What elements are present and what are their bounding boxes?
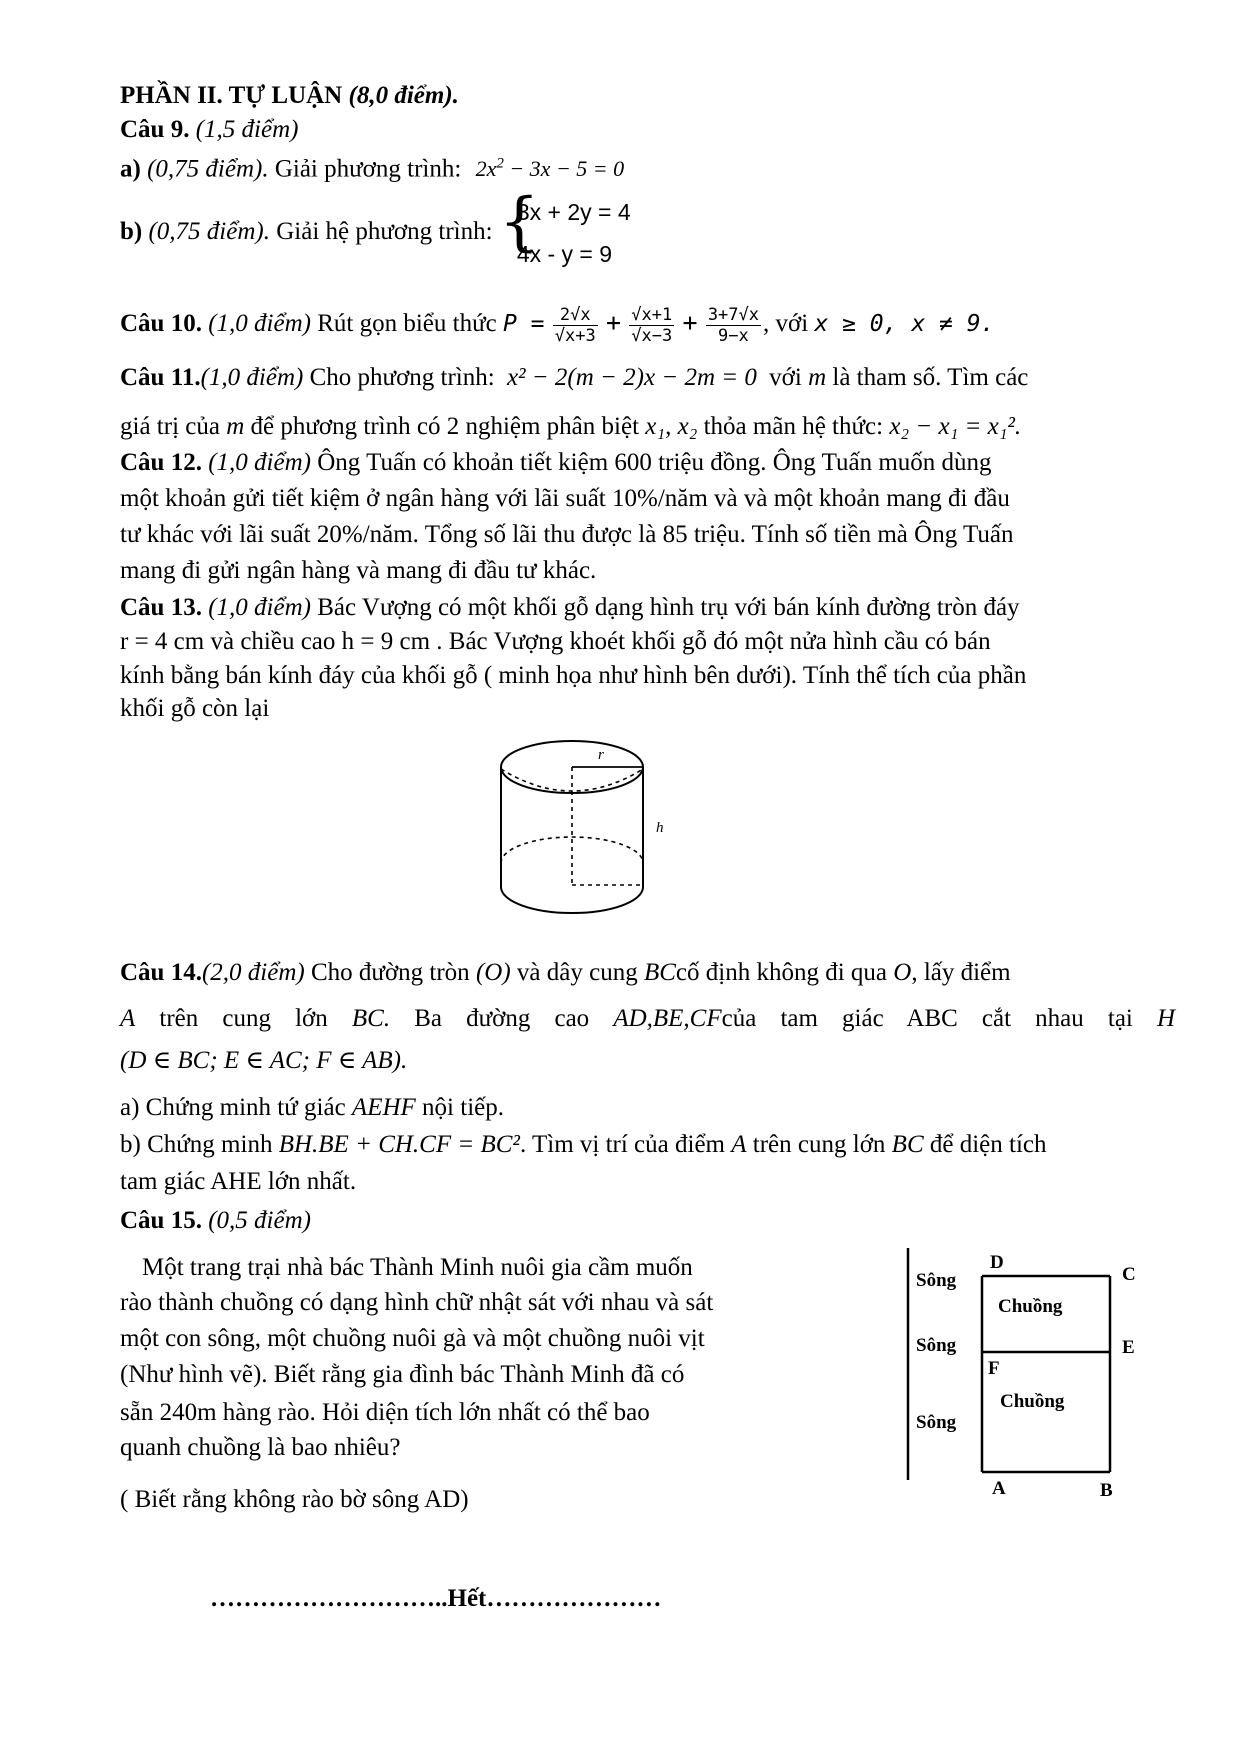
- q12-line3: tư khác với lãi suất 20%/năm. Tổng số lãi thu được là 85 triệu. Tính số tiền mà Ông Tuấn: [120, 521, 1014, 548]
- q15-line1: Một trang trại nhà bác Thành Minh nuôi gia cầm muốn: [142, 1254, 693, 1281]
- footer-end: ………………………..Hết…………………: [210, 1585, 662, 1612]
- pen-label: Chuồng: [998, 1296, 1063, 1317]
- q15-line5: sẵn 240m hàng rào. Hỏi diện tích lớn nhất có thể bao: [120, 1399, 650, 1426]
- river-label: Sông: [916, 1270, 957, 1291]
- point-A: A: [992, 1478, 1006, 1499]
- q9-heading: Câu 9. (1,5 điểm): [120, 116, 299, 143]
- q13-line1: Câu 13. (1,0 điểm) Bác Vượng có một khối gỗ dạng hình trụ với bán kính đường tròn đáy: [120, 594, 1020, 621]
- q15-line3: một con sông, một chuồng nuôi gà và một chuồng nuôi vịt: [120, 1325, 705, 1352]
- q12-line2: một khoản gửi tiết kiệm ở ngân hàng với lãi suất 10%/năm và và một khoản mang đi đầu: [120, 485, 1010, 512]
- q14b: b) Chứng minh BH.BE + CH.CF = BC². Tìm vị trí của điểm A trên cung lớn BC để diện tích: [120, 1131, 1047, 1158]
- q13-line2: r = 4 cm và chiều cao h = 9 cm . Bác Vượng khoét khối gỗ đó một nửa hình cầu có bán: [120, 628, 991, 655]
- q14-line1: Câu 14.(2,0 điểm) Cho đường tròn (O) và dây cung BCcố định không đi qua O, lấy điểm: [120, 959, 1011, 986]
- height-label: h: [656, 820, 664, 836]
- q12-line1: Câu 12. (1,0 điểm) Ông Tuấn có khoản tiết kiệm 600 triệu đồng. Ông Tuấn muốn dùng: [120, 449, 992, 476]
- q15-line2: rào thành chuồng có dạng hình chữ nhật sát với nhau và sát: [120, 1289, 714, 1316]
- point-D: D: [990, 1252, 1004, 1273]
- q14a: a) Chứng minh tứ giác AEHF nội tiếp.: [120, 1094, 504, 1121]
- q9a: a) (0,75 điểm). Giải phương trình: $2x^2 - 3x - 5 = 0$: [120, 155, 625, 183]
- q14-line2: A trên cung lớn BC. Ba đường cao AD,BE,CFcủa tam giác ABC cắt nhau tại H: [120, 1005, 1176, 1032]
- equation-system: { 3x + 2y = 4 4x - y = 9: [498, 185, 631, 268]
- q9b: b) (0,75 điểm). Giải hệ phương trình: { 3x + 2y = 4 4x - y = 9: [120, 190, 631, 274]
- river-label: Sông: [916, 1412, 957, 1433]
- q11-line1: Câu 11.(1,0 điểm) Cho phương trình: x² − 2(m − 2)x − 2m = 0 với m là tham số. Tìm các: [120, 364, 1029, 391]
- q15-line7: ( Biết rằng không rào bờ sông AD): [120, 1486, 469, 1513]
- section-title: PHẦN II. TỰ LUẬN (8,0 điểm).: [120, 82, 459, 109]
- q15-line6: quanh chuồng là bao nhiêu?: [120, 1434, 401, 1461]
- point-B: B: [1100, 1480, 1113, 1500]
- point-E: E: [1122, 1337, 1135, 1358]
- q14-line3: (D ∈ BC; E ∈ AC; F ∈ AB).: [120, 1047, 408, 1074]
- q10: Câu 10. (1,0 điểm) Rút gọn biểu thức P = $\frac{2√x}{√x+3}$ + $\frac{√x+1}{√x-3}$ + $\frac{3+7√x}{9-x}$ , với x ≥ 0, x ≠ 9.: [120, 304, 995, 346]
- pen-label: Chuồng: [1000, 1391, 1065, 1412]
- point-F: F: [988, 1358, 1000, 1379]
- river-label: Sông: [916, 1335, 957, 1356]
- q13-line3: kính bằng bán kính đáy của khối gỗ ( minh họa như hình bên dưới). Tính thể tích của phần: [120, 662, 1027, 689]
- cylinder-figure: [490, 735, 680, 935]
- pen-figure: [900, 1240, 1160, 1500]
- radius-label: r: [598, 747, 604, 763]
- point-C: C: [1122, 1264, 1136, 1285]
- q14b-line2: tam giác AHE lớn nhất.: [120, 1168, 357, 1195]
- q11-line2: giá trị của m để phương trình có 2 nghiệm phân biệt x₁, x₂ thỏa mãn hệ thức: x₂ − x₁ = x₁².: [120, 413, 1022, 440]
- q12-line4: mang đi gửi ngân hàng và mang đi đầu tư khác.: [120, 557, 597, 584]
- q15-line4: (Như hình vẽ). Biết rằng gia đình bác Thành Minh đã có: [120, 1361, 685, 1388]
- q15-heading: Câu 15. (0,5 điểm): [120, 1207, 311, 1234]
- q13-line4: khối gỗ còn lại: [120, 695, 270, 722]
